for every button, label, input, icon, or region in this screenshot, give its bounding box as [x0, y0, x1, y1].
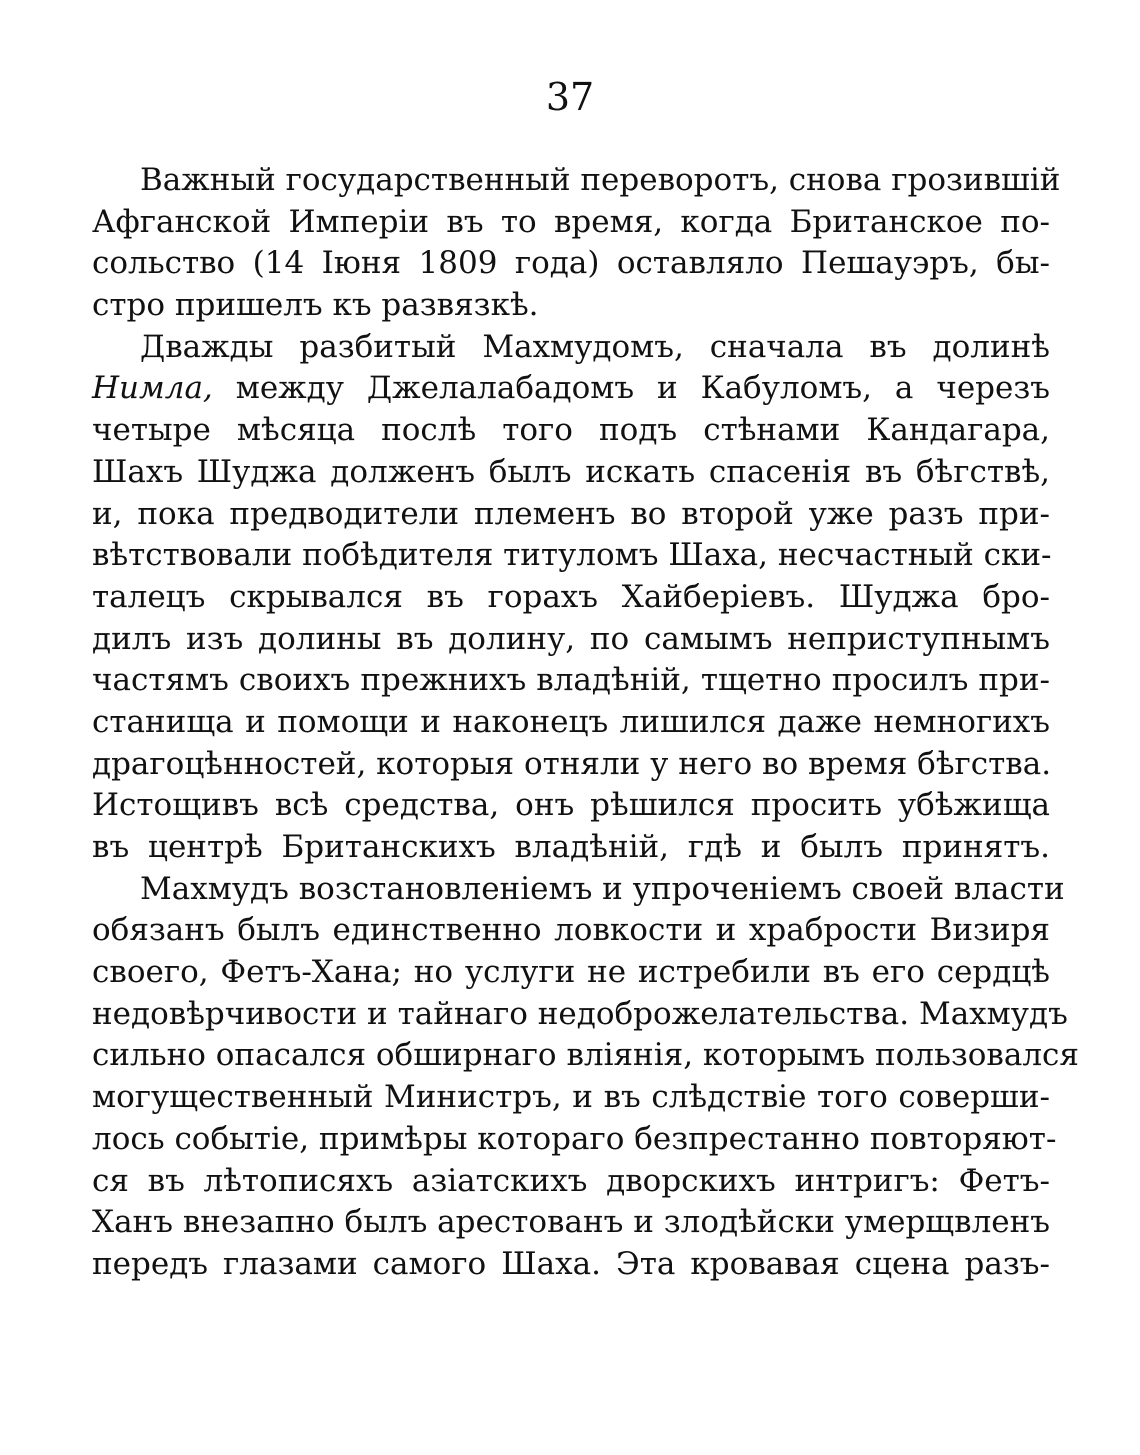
text-line [92, 1244, 1050, 1286]
text-line-content: своего, Фетъ-Хана; но услуги не истребили въ его сердцѣ [92, 954, 1050, 991]
text-line [92, 1202, 1050, 1244]
text-line [92, 535, 1050, 577]
text-line [92, 285, 1050, 327]
text-line [92, 202, 1050, 244]
page-number: 37 [545, 75, 595, 119]
text-line-content: могущественный Министръ, и въ слѣдствіе того соверши- [92, 1079, 1050, 1116]
text-line-content: Важный государственный переворотъ, снова грозившій [140, 162, 1061, 198]
text-line-content: талецъ скрывался въ горахъ Хайберіевъ. Шуджа бро- [92, 578, 1050, 615]
text-line [92, 660, 1050, 702]
text-line-content: дилъ изъ долины въ долину, по самымъ неприступнымъ [92, 620, 1050, 657]
text-line-content: Дважды разбитый Махмудомъ, сначала въ долинѣ [140, 328, 1050, 365]
body-text [92, 160, 1079, 1286]
text-line-content: Афганской Имперіи въ то время, когда Британское по- [92, 203, 1050, 240]
text-line-content: въ центрѣ Британскихъ владѣній, гдѣ и былъ принятъ. [92, 829, 1050, 865]
text-line-content: стро пришелъ къ развязкѣ. [92, 287, 539, 324]
text-line [92, 1119, 1057, 1161]
text-line [92, 1077, 1050, 1119]
text-line [92, 577, 1050, 619]
text-line [92, 785, 1050, 827]
text-line-content: вѣтствовали побѣдителя титуломъ Шаха, несчастный ски- [92, 537, 1052, 574]
text-line [92, 619, 1050, 661]
text-line-content: Ханъ внезапно былъ арестованъ и злодѣйски умерщвленъ [92, 1204, 1050, 1241]
text-line-content: лось событіе, примѣры котораго безпрестанно повторяют- [92, 1120, 1057, 1157]
text-line-content: обязанъ былъ единственно ловкости и храбрости Визиря [92, 912, 1050, 949]
text-line-content: Истощивъ всѣ средства, онъ рѣшился просить убѣжища [92, 787, 1050, 824]
text-line [92, 494, 1050, 536]
text-line-content: недовѣрчивости и тайнаго недоброжелательства. Махмудъ [92, 995, 1068, 1032]
text-line [92, 452, 1050, 494]
text-line [92, 827, 1050, 869]
italic-place-name: Нимла, [92, 370, 213, 407]
text-line [92, 744, 1050, 786]
text-line [92, 952, 1050, 994]
text-line [92, 410, 1050, 452]
text-line [92, 1161, 1050, 1203]
text-line [92, 368, 1050, 410]
text-line [92, 910, 1050, 952]
text-line-content: между Джелалабадомъ и Кабуломъ, а черезъ [212, 370, 1050, 407]
text-line [92, 702, 1050, 744]
text-line-content: частямъ своихъ прежнихъ владѣній, тщетно просилъ при- [92, 662, 1050, 699]
text-line-content: станища и помощи и наконецъ лишился даже немногихъ [92, 703, 1050, 740]
text-line-content: драгоцѣнностей, которыя отняли у него во время бѣгства. [92, 745, 1052, 782]
text-line-content: сольство (14 Іюня 1809 года) оставляло Пешауэръ, бы- [92, 245, 1050, 282]
text-line [92, 994, 1068, 1036]
text-line-content: и, пока предводители племенъ во второй уже разъ при- [92, 495, 1050, 532]
text-line [92, 1035, 1079, 1077]
text-line-content: четыре мѣсяца послѣ того подъ стѣнами Кандагара, [92, 412, 1050, 449]
text-line-content: сильно опасался обширнаго вліянія, которымъ пользовался [92, 1037, 1079, 1074]
text-line [92, 243, 1050, 285]
text-line-content: передъ глазами самого Шаха. Эта кровавая сцена разъ- [92, 1245, 1050, 1282]
text-line [92, 327, 1050, 369]
text-line [92, 160, 1061, 202]
text-line-content: ся въ лѣтописяхъ азіатскихъ дворскихъ интригъ: Фетъ- [92, 1162, 1050, 1199]
text-line-content: Шахъ Шуджа долженъ былъ искать спасенія въ бѣгствѣ, [92, 453, 1050, 490]
text-line [92, 869, 1065, 911]
text-line-content: Махмудъ возстановленіемъ и упроченіемъ своей власти [140, 870, 1065, 907]
